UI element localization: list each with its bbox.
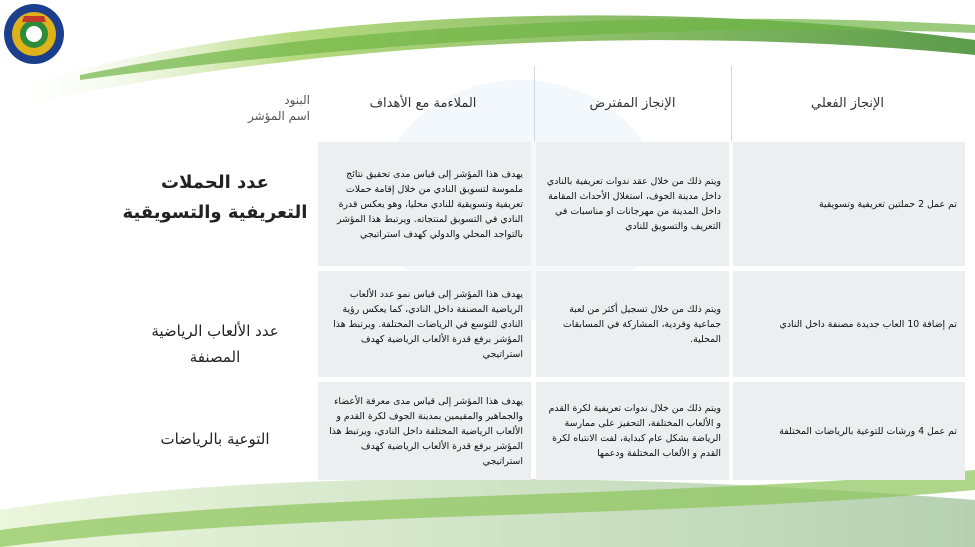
row-1-actual-cell (733, 142, 965, 266)
row-3-goals-cell (318, 382, 531, 480)
corner-header (210, 92, 310, 124)
column-divider (731, 66, 732, 141)
row-2-actual-cell (733, 271, 965, 377)
row-3-expected-cell (536, 382, 729, 480)
row-2-expected-cell (536, 271, 729, 377)
row-2-actual-text: تم إضافة 10 العاب جديدة مصنفة داخل النادي (779, 318, 957, 330)
row-1-goals-text: يهدف هذا المؤشر إلى قياس مدى تحقيق نتائج ملموسة لتسويق النادي من خلال إقامة حملات تعريفية وتسويقية للنادي محليا، وهو يعكس قدرة النادي في التسويق لمنتجاته. ويرتبط هذا المؤشر بالتواجد المحلي والدولي كهدف استراتيجي (336, 168, 523, 240)
row-3-goals-text: يهدف هذا المؤشر إلى قياس مدى معرفة الأعضاء والجماهير والمقيمين بمدينة الجوف لكرة القدم و الألعاب الرياضية المختلفة داخل النادي، ويرتبط هذا المؤشر برفع قدرة الألعاب الرياضية كهدف استراتيجي (329, 395, 523, 467)
row-2-expected-text: ويتم ذلك من خلال تسجيل أكثر من لعبة جماعية وفردية، المشاركة في المسابقات المحلية. (562, 303, 721, 345)
row-1-expected-cell (536, 142, 729, 266)
column-divider (534, 66, 535, 141)
column-header-expected: الإنجاز المفترض (589, 96, 676, 111)
row-3-actual-text: تم عمل 4 ورشات للتوعية بالرياضات المختلفة (779, 425, 957, 437)
row-3-expected-text: ويتم ذلك من خلال ندوات تعريفية لكرة القدم و الألعاب المختلفة، التحفيز على ممارسة الرياضة بشكل عام كبداية، لفت الانتباه لكرة القدم و الألعاب المختلفة ودعمها (548, 403, 721, 459)
row-label-sports-count: عدد الألعاب الرياضية المصنفة (151, 322, 279, 366)
corner-items-label: البنود (284, 93, 310, 107)
row-3-actual-cell (733, 382, 965, 480)
row-label-campaigns: عدد الحملات التعريفية والتسويقية (122, 172, 308, 223)
column-header-actual: الإنجاز الفعلي (811, 96, 884, 111)
row-1-goals-cell (318, 142, 531, 266)
row-2-goals-text: يهدف هذا المؤشر إلى قياس نمو عدد الألعاب الرياضية المصنفة داخل النادي، كما يعكس رؤية النادي للتوسع في الرياضات المختلفة. ويرتبط هذا المؤشر برفع قدرة الألعاب الرياضية كهدف استراتيجي (333, 288, 523, 360)
row-label-sports-awareness: التوعية بالرياضات (160, 430, 270, 448)
row-2-goals-cell (318, 271, 531, 377)
column-header-goals: الملاءمة مع الأهداف (369, 96, 477, 111)
corner-indicator-label: اسم المؤشر (248, 109, 310, 123)
club-logo (2, 2, 66, 66)
row-1-expected-text: ويتم ذلك من خلال عقد ندوات تعريفية بالنادي داخل مدينة الجوف، استغلال الأحداث المقامة داخل المدينة من مهرجانات او مناسبات في التعريف والتسويق للنادي (546, 176, 721, 232)
row-1-actual-text: تم عمل 2 حملتين تعريفية وتسويقية (818, 198, 957, 210)
